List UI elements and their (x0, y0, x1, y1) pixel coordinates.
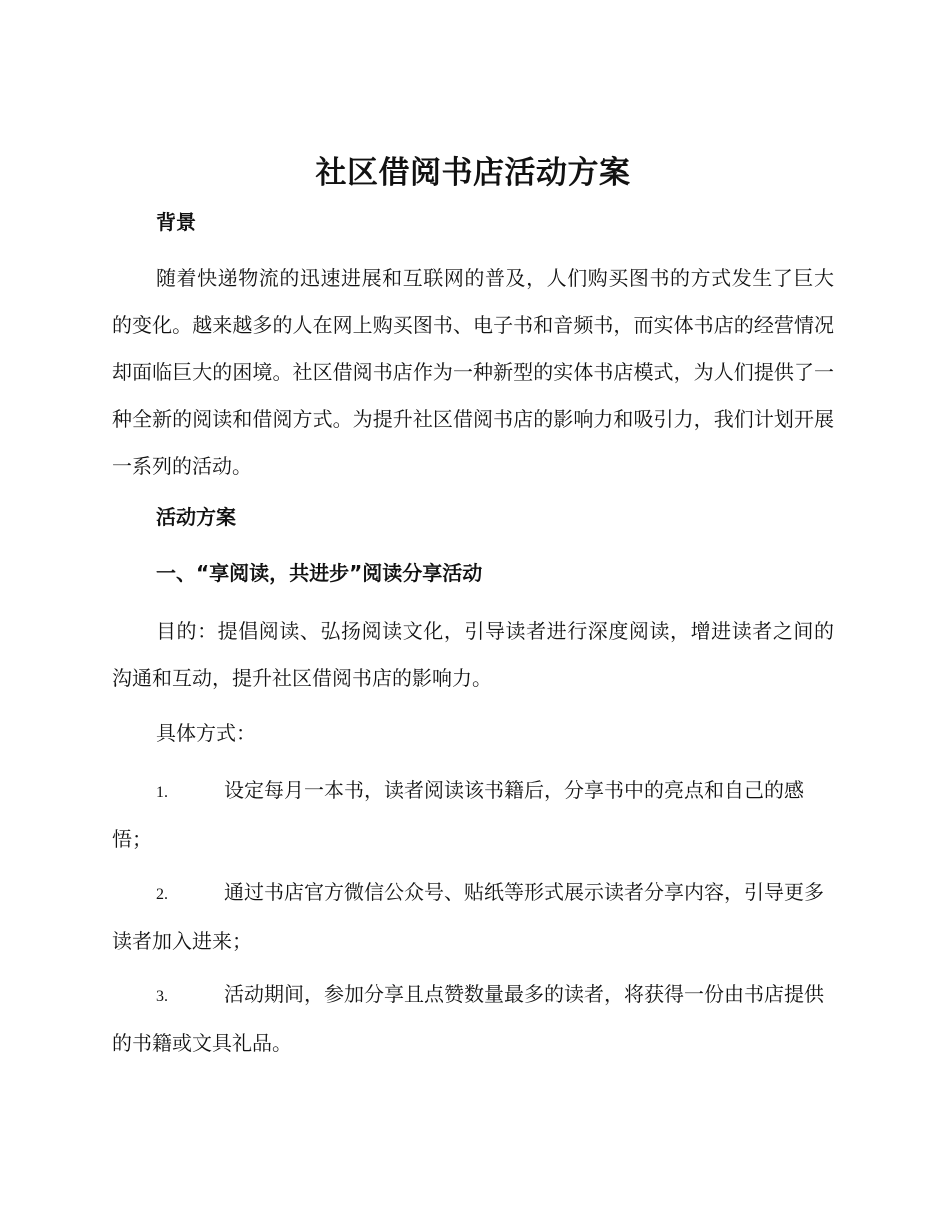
list-number: 1. (156, 784, 168, 801)
list-text: 活动期间，参加分享且点赞数量最多的读者，将获得一份由书店提供的书籍或文具礼品。 (112, 982, 824, 1055)
list-item-2 (112, 869, 834, 965)
list-item-3 (112, 971, 834, 1067)
list-text: 设定每月一本书，读者阅读该书籍后，分享书中的亮点和自己的感悟； (112, 778, 804, 851)
plan-heading: 活动方案 (156, 505, 236, 529)
list-text: 通过书店官方微信公众号、贴纸等形式展示读者分享内容，引导更多读者加入进来； (112, 880, 824, 953)
method-label: 具体方式： (156, 721, 256, 745)
background-heading: 背景 (156, 210, 196, 234)
list-number: 3. (156, 988, 168, 1005)
list-item-1 (112, 767, 834, 863)
document-title: 社区借阅书店活动方案 (315, 155, 631, 191)
list-number: 2. (156, 886, 168, 903)
background-paragraph: 随着快递物流的迅速进展和互联网的普及，人们购买图书的方式发生了巨大的变化。越来越多的人在网上购买图书、电子书和音频书，而实体书店的经营情况却面临巨大的困境。社区借阅书店作为一种新型的实体书店模式，为人们提供了一种全新的阅读和借阅方式。为提升社区借阅书店的影响力和吸引力，我们计划开展一系列的活动。 (112, 266, 834, 478)
purpose-paragraph: 目的：提倡阅读、弘扬阅读文化，引导读者进行深度阅读，增进读者之间的沟通和互动，提升社区借阅书店的影响力。 (112, 619, 834, 690)
section1-heading: 一、“享阅读，共进步”阅读分享活动 (156, 561, 483, 585)
